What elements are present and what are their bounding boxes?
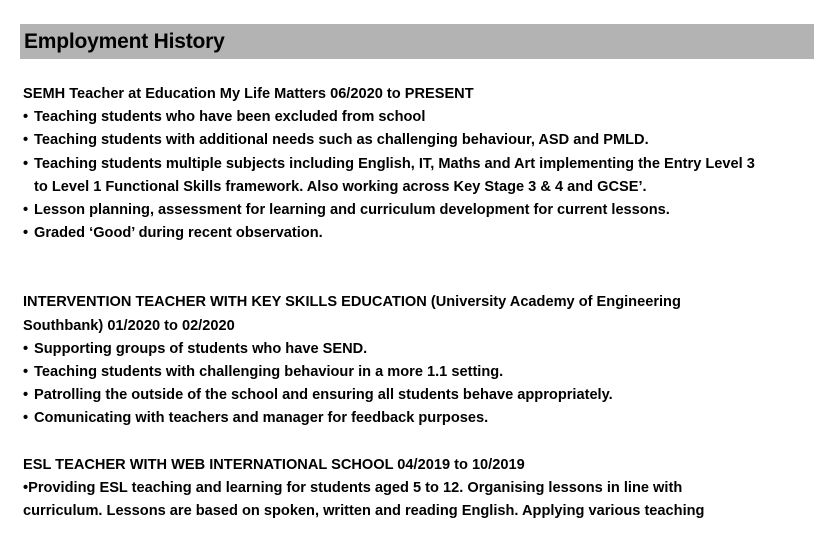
job-bullets	[23, 477, 803, 523]
job-entry	[23, 83, 803, 245]
section-title: Employment History	[24, 30, 225, 53]
bullet-text: Lesson planning, assessment for learning and curriculum development for current lessons.	[34, 202, 670, 219]
bullet-text: Teaching students with challenging behaviour in a more 1.1 setting.	[34, 364, 504, 381]
bullet-icon: •	[23, 479, 29, 496]
list-item	[23, 199, 803, 222]
list-item	[23, 153, 803, 199]
bullet-icon: •	[23, 132, 29, 149]
job-entry	[23, 291, 803, 430]
list-item	[23, 222, 803, 245]
list-item	[23, 384, 803, 407]
bullet-text: Providing ESL teaching and learning for students aged 5 to 12. Organising lessons in line with curriculum. Lessons are based on spoken, written and reading English. Applying various teaching	[23, 479, 705, 520]
job-entry	[23, 454, 803, 524]
bullet-text: Teaching students with additional needs such as challenging behaviour, ASD and PMLD.	[34, 132, 649, 149]
list-item	[23, 106, 803, 129]
bullet-icon: •	[23, 225, 29, 242]
job-title: SEMH Teacher at Education My Life Matters 06/2020 to PRESENT	[23, 86, 474, 102]
bullet-icon: •	[23, 109, 29, 126]
bullet-text: Patrolling the outside of the school and ensuring all students behave appropriately.	[34, 387, 613, 404]
bullet-icon: •	[23, 387, 29, 404]
bullet-text: Graded ‘Good’ during recent observation.	[34, 225, 323, 242]
bullet-text: Teaching students who have been excluded from school	[34, 109, 426, 126]
bullet-text: Teaching students multiple subjects including English, IT, Maths and Art implementing the Entry Level 3 to Level 1 Functional Skills framework. Also working across Key Stage 3 & 4 and GCSE’.	[34, 155, 755, 195]
bullet-text: Supporting groups of students who have SEND.	[34, 340, 368, 357]
section-header	[20, 24, 814, 59]
employment-list	[23, 83, 803, 523]
job-title: INTERVENTION TEACHER WITH KEY SKILLS EDUCATION (University Academy of Engineering Southbank) 01/2020 to 02/2020	[23, 294, 681, 334]
list-item	[23, 477, 803, 523]
job-bullets	[23, 338, 803, 431]
list-item	[23, 407, 803, 430]
list-item	[23, 129, 803, 152]
bullet-icon: •	[23, 410, 29, 427]
bullet-icon: •	[23, 155, 29, 172]
job-title: ESL TEACHER WITH WEB INTERNATIONAL SCHOOL 04/2019 to 10/2019	[23, 456, 525, 473]
job-bullets	[23, 106, 803, 245]
list-item	[23, 338, 803, 361]
bullet-icon: •	[23, 364, 29, 381]
bullet-icon: •	[23, 340, 29, 357]
list-item	[23, 361, 803, 384]
bullet-icon: •	[23, 202, 29, 219]
bullet-text: Comunicating with teachers and manager for feedback purposes.	[34, 410, 489, 427]
